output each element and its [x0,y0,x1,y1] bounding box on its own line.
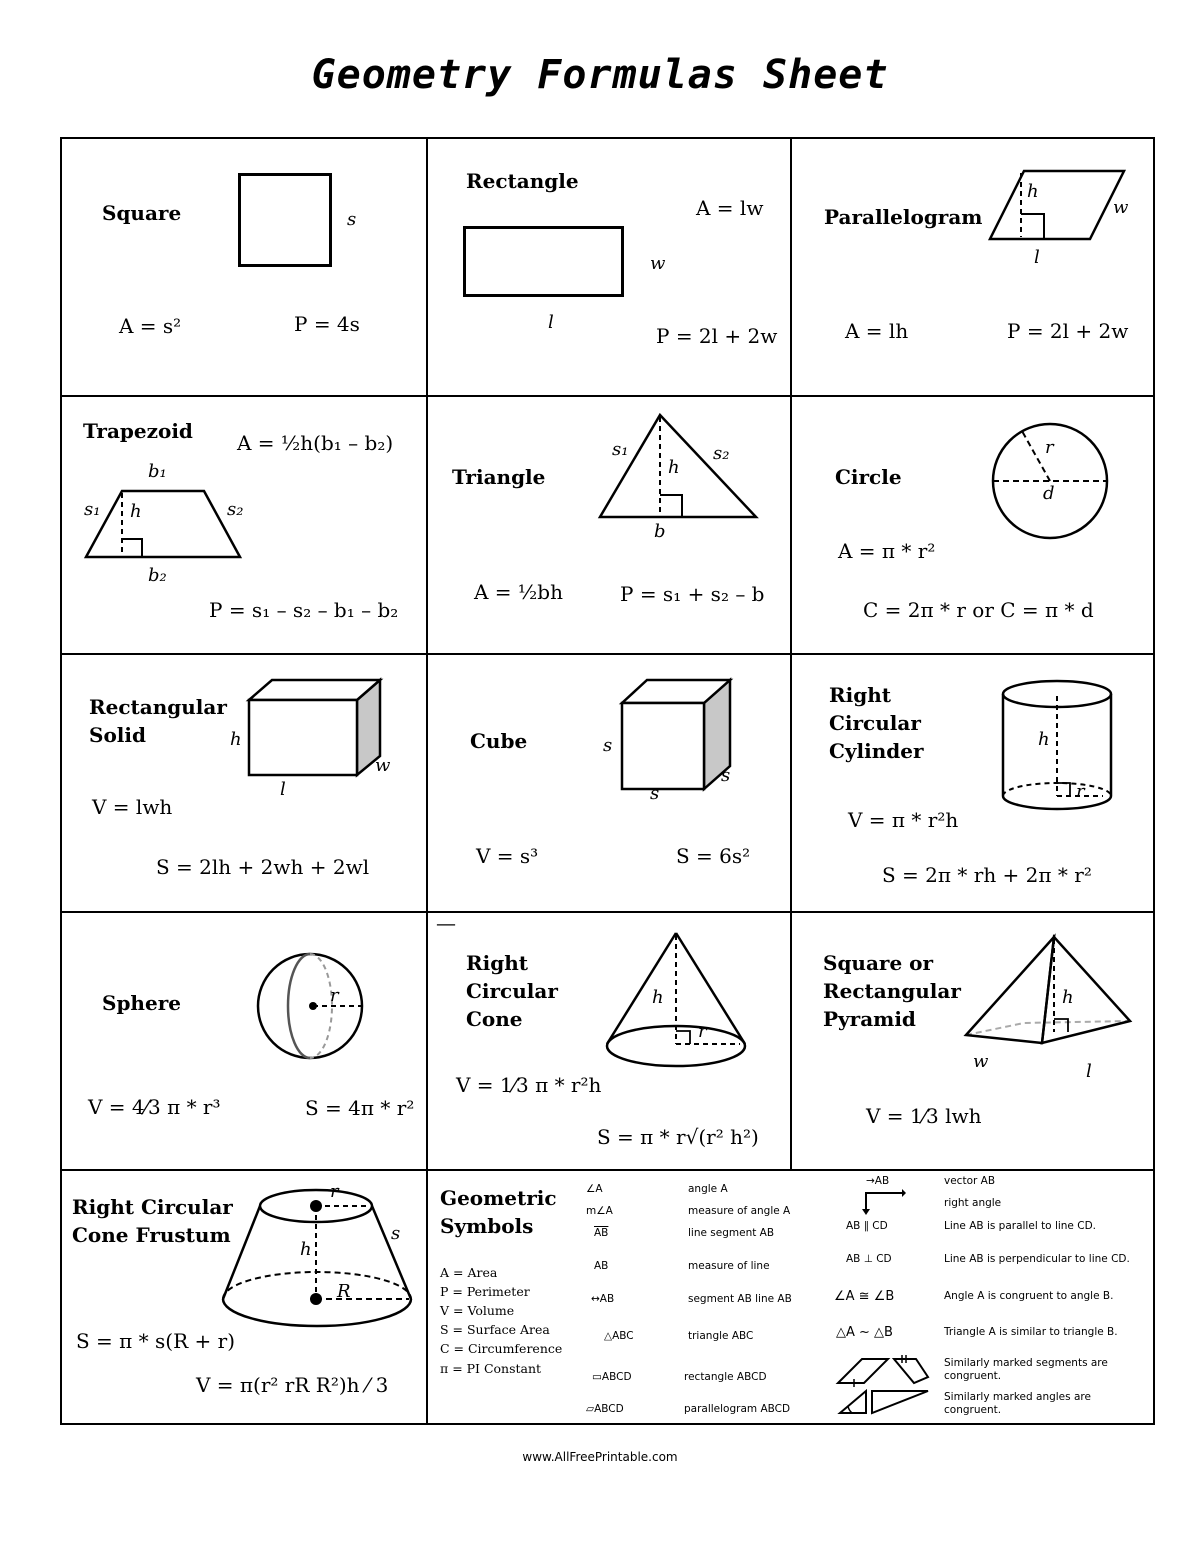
shape-name: Parallelogram [824,205,983,229]
cell-trapezoid [62,395,428,655]
shape-name: Sphere [102,991,181,1015]
width-label: w [650,253,666,274]
rectangle-figure [463,226,625,298]
symbol-text: segment AB line AB [688,1293,792,1305]
shape-name: Right Circular Cone Frustum [72,1195,233,1247]
square-figure [238,173,333,268]
footer-url: www.AllFreePrintable.com [522,1450,678,1464]
symbol-text: Similarly marked segments are congruent. [944,1357,1108,1382]
s2-label: s₂ [713,443,730,464]
w-label: w [973,1051,989,1072]
cell-frustum [62,1169,428,1425]
cell-sphere [62,911,428,1171]
r-label: r [698,1021,707,1042]
symbol-text: Line AB is perpendicular to line CD. [944,1253,1130,1265]
perimeter-formula: P = s₁ – s₂ – b₁ – b₂ [209,598,399,622]
l-label: l [280,779,286,800]
h-label: h [300,1239,312,1260]
shape-name: Cube [470,729,528,753]
b1-label: b₁ [148,461,167,482]
h-label: h [230,729,242,750]
s1-label: s₁ [612,439,629,460]
shape-name: Right Circular Cylinder [829,683,924,763]
perimeter-formula: P = 4s [294,312,360,336]
b-label: b [654,521,666,542]
shape-name: Square or Rectangular Pyramid [823,951,961,1031]
congruent-angles-icon [836,1389,930,1415]
s1-label: s₁ [84,499,101,520]
h-label: h [1027,181,1039,202]
h-label: h [1038,729,1050,750]
symbol-text: rectangle ABCD [684,1371,767,1383]
symbol-text: Triangle A is similar to triangle B. [944,1326,1118,1338]
area-formula: A = π * r² [838,539,936,563]
symbol-text: Line AB is parallel to line CD. [944,1220,1096,1232]
symbol-text: right angle [944,1197,1002,1209]
pi-constant: π = PI Constant [440,1361,542,1376]
d-label: d [1043,483,1055,504]
symbol-glyph: ↔AB [591,1293,615,1305]
cell-rectangular-solid [62,653,428,913]
symbol-text: triangle ABC [688,1330,754,1342]
symbol-text: measure of angle A [688,1205,791,1217]
parallelogram-figure [988,169,1128,241]
circumference-formula: C = 2π * r or C = π * d [863,598,1094,622]
perimeter-formula: P = s₁ + s₂ – b [620,582,765,606]
s-bottom-label: s [650,783,660,804]
symbol-text: angle A [688,1183,728,1195]
surface-formula: S = 6s² [676,844,751,868]
frustum-figure [219,1179,415,1309]
symbol-text: vector AB [944,1175,996,1187]
volume-formula: V = π * r²h [848,808,959,832]
symbol-text: parallelogram ABCD [684,1403,791,1415]
sphere-figure [255,951,365,1061]
cell-triangle [426,395,792,655]
cylinder-figure [1000,679,1114,811]
cell-cone [426,911,792,1171]
symbol-glyph: △ABC [604,1330,634,1342]
volume-formula: V = 1⁄3 lwh [866,1104,982,1128]
side-label: s [347,209,357,230]
area-formula: A = s² [119,314,182,338]
l-label: l [1034,247,1040,268]
cell-parallelogram [790,139,1155,397]
s-left-label: s [603,735,613,756]
surface-formula: S = 2lh + 2wh + 2wl [156,855,370,879]
R-label: R [337,1281,351,1302]
symbol-glyph: →AB [866,1175,890,1187]
symbol-text: measure of line [688,1260,770,1272]
symbol-text: line segment AB [688,1227,775,1239]
s-right-label: s [721,765,731,786]
cube-figure [620,678,735,793]
r-label: r [330,1181,339,1202]
h-label: h [652,987,664,1008]
cell-rectangle [426,139,792,397]
cell-circle [790,395,1155,655]
h-label: h [668,457,680,478]
r-label: r [1045,437,1054,458]
cell-cylinder [790,653,1155,913]
surface-formula: S = 4π * r² [305,1096,415,1120]
symbol-glyph: ▱ABCD [586,1403,624,1415]
trapezoid-figure [84,489,244,561]
shape-name: Triangle [452,465,546,489]
cell-symbols [426,1169,1155,1425]
page-title: Geometry Formulas Sheet [311,52,889,98]
volume-formula: V = s³ [476,844,539,868]
length-label: l [548,312,554,333]
w-label: w [375,755,391,776]
area-formula: A = lh [845,319,909,343]
perimeter-formula: P = 2l + 2w [1007,319,1129,343]
volume-formula: V = π(r² rR R²)h ⁄ 3 [196,1373,389,1397]
area-formula: A = ½bh [474,580,563,604]
symbols-title: Geometric Symbols [440,1186,557,1238]
surface-formula: S = π * s(R + r) [76,1329,235,1353]
formula-grid [60,137,1155,1425]
l-label: l [1086,1061,1092,1082]
volume-formula: V = lwh [92,795,173,819]
w-label: w [1113,197,1129,218]
s-label: s [391,1223,401,1244]
symbol-text: Angle A is congruent to angle B. [944,1290,1114,1302]
stray-dash: — [436,911,456,935]
shape-name: Right Circular Cone [466,951,558,1031]
cell-pyramid [790,911,1155,1171]
cell-cube [426,653,792,913]
shape-name: Circle [835,465,902,489]
volume-formula: V = 4⁄3 π * r³ [88,1095,221,1119]
symbol-text: Similarly marked angles are congruent. [944,1391,1091,1416]
symbol-glyph: $\overline{AB}$ [594,1227,609,1239]
cone-figure [604,931,750,1071]
area-formula: A = ½h(b₁ – b₂) [237,431,394,455]
symbol-glyph: m∠A [586,1205,613,1217]
shape-name: Rectangle [466,169,579,193]
cell-square [62,139,428,397]
symbol-glyph: ∠A ≅ ∠B [834,1289,895,1304]
symbols-legend: A = Area P = Perimeter V = Volume S = Surface Area C = Circumference [440,1265,563,1356]
s2-label: s₂ [227,499,244,520]
r-label: r [1076,781,1085,802]
shape-name: Square [102,201,182,225]
symbol-glyph: AB ⊥ CD [846,1253,892,1265]
shape-name: Trapezoid [83,419,193,443]
surface-formula: S = π * r√(r² h²) [597,1125,759,1149]
rectangular-solid-figure [247,678,382,778]
right-angle-icon [862,1189,906,1215]
h-label: h [130,501,142,522]
perimeter-formula: P = 2l + 2w [656,324,778,348]
symbol-glyph: ∠A [586,1183,603,1195]
symbol-glyph: AB [594,1260,609,1272]
symbol-glyph: ▭ABCD [592,1371,632,1383]
volume-formula: V = 1⁄3 π * r²h [456,1073,602,1097]
b2-label: b₂ [148,565,167,586]
h-label: h [1062,987,1074,1008]
shape-name: Rectangular Solid [89,695,227,747]
symbol-glyph: △A ~ △B [836,1325,893,1340]
area-formula: A = lw [696,196,764,220]
pyramid-figure [964,935,1132,1073]
congruent-segments-icon [836,1355,930,1385]
symbol-glyph: AB ∥ CD [846,1220,888,1232]
r-label: r [330,985,339,1006]
surface-formula: S = 2π * rh + 2π * r² [882,863,1092,887]
